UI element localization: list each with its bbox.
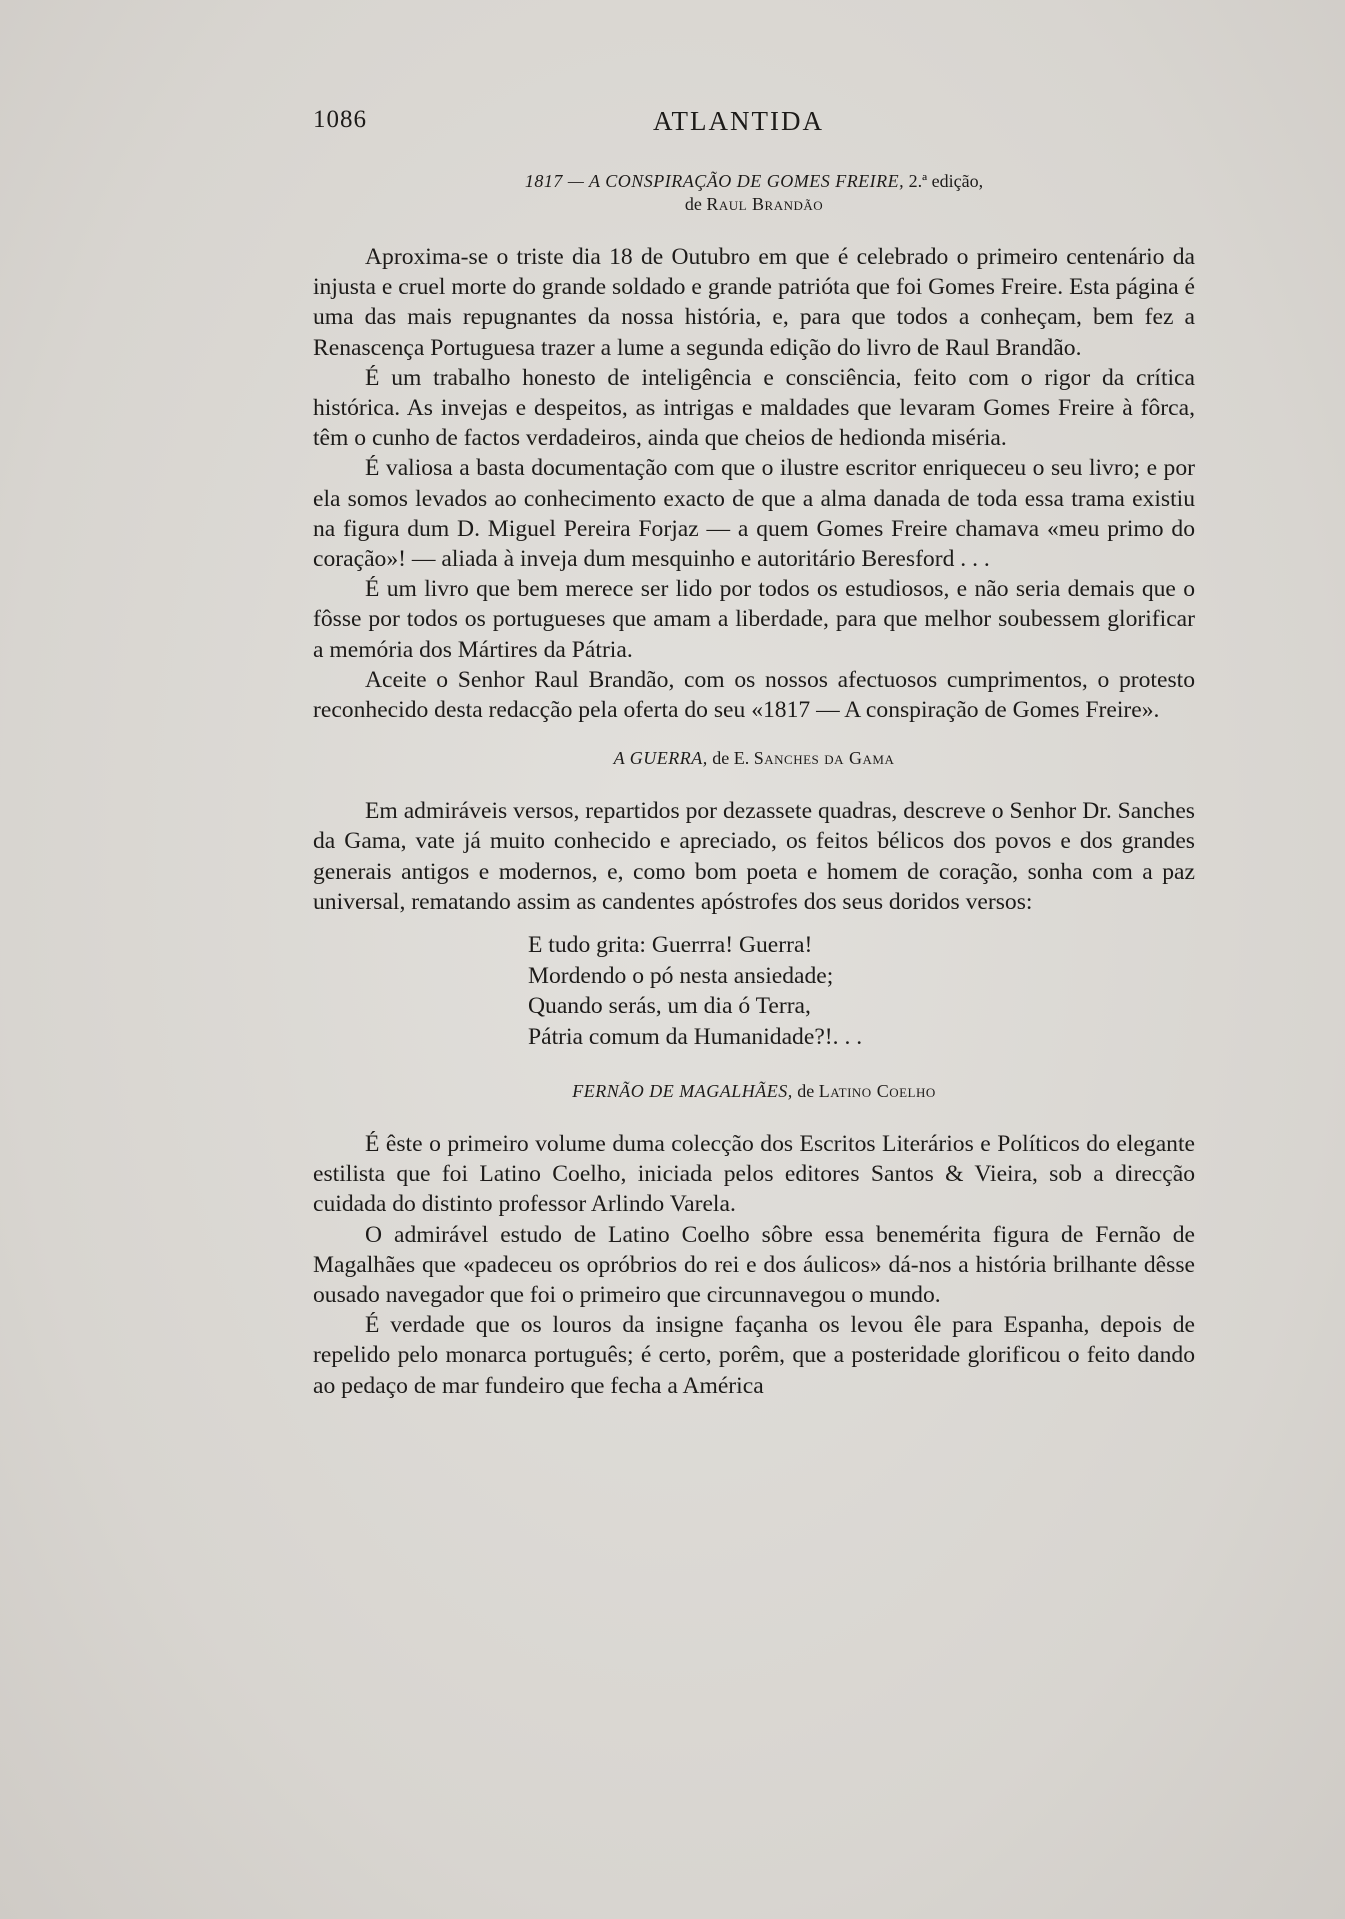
poem-line: E tudo grita: Guerrra! Guerra! <box>528 932 813 959</box>
paragraph: É um trabalho honesto de inteligência e consciência, feito com o rigor da crítica histórica. As invejas e despeitos, as intrigas e maldades que levaram Gomes Freire à fôrca, têm o cunho de factos verdadeiros, ainda que cheios de hedionda miséria. <box>313 364 1195 452</box>
review-fernao-magalhaes <box>313 1080 1195 1401</box>
book-title: FERNÃO DE MAGALHÃES, <box>572 1081 793 1102</box>
paragraph: É valiosa a basta documentação com que o ilustre escritor enriqueceu o seu livro; e por ela somos levados ao conhecimento exacto de que a alma danada de toda essa trama existiu na figura dum D. Miguel Pereira Forjaz — a quem Gomes Freire chamava «meu primo do coração»! — aliada à inveja dum mesquinho e autoritário Beresford . . . <box>313 455 1195 573</box>
review-conspiracao <box>313 170 1195 725</box>
book-title: 1817 — A CONSPIRAÇÃO DE GOMES FREIRE, <box>524 171 905 191</box>
running-title: ATLANTIDA <box>653 106 824 136</box>
page-content <box>313 170 1195 1401</box>
page-header <box>313 106 1190 140</box>
book-title: A GUERRA, <box>613 748 708 769</box>
paragraph: É um livro que bem merece ser lido por todos os estudiosos, e não seria demais que o fôsse por todos os portugueses que amam a liberdade, para que melhor soubessem glorificar a memória dos Mártires da Pátria. <box>313 576 1195 663</box>
review-heading <box>313 747 1195 770</box>
poem-quote <box>528 930 1195 1052</box>
poem-line: Quando serás, um dia ó Terra, <box>528 993 811 1020</box>
review-heading <box>313 170 1195 216</box>
paragraph: O admirável estudo de Latino Coelho sôbre essa benemérita figura de Fernão de Magalhães que «padeceu os opróbrios do rei e dos áulicos» dá-nos a história brilhante dêsse ousado navegador que foi o primeiro que circunnavegou o mundo. <box>313 1221 1195 1309</box>
author-prefix: de E. <box>707 748 754 769</box>
poem-line: Mordendo o pó nesta ansiedade; <box>528 962 834 989</box>
paragraph: Aceite o Senhor Raul Brandão, com os nossos afectuosos cumprimentos, o protesto reconhecido desta redacção pela oferta do seu «1817 — A conspiração de Gomes Freire». <box>313 666 1195 724</box>
poem-line: Pátria comum da Humanidade?!. . . <box>528 1023 863 1050</box>
author-prefix: de <box>684 194 707 214</box>
paragraph: Em admiráveis versos, repartidos por dezassete quadras, descreve o Senhor Dr. Sanches da Gama, vate já muito conhecido e apreciado, os feitos bélicos dos povos e dos grandes generais antigos e modernos, e, como bom poeta e homem de coração, sonha com a paz universal, rematando assim as candentes apóstrofes dos seus doridos versos: <box>313 798 1195 915</box>
review-heading <box>313 1080 1195 1103</box>
book-author: Sanches da Gama <box>753 748 895 769</box>
author-prefix: de <box>792 1081 819 1102</box>
book-author: Latino Coelho <box>818 1081 936 1102</box>
review-guerra <box>313 747 1195 1052</box>
paragraph: É êste o primeiro volume duma colecção dos Escritos Literários e Políticos do elegante estilista que foi Latino Coelho, iniciada pelos editores Santos & Vieira, sob a direcção cuidada do distinto professor Arlindo Varela. <box>313 1131 1195 1218</box>
paragraph: Aproxima-se o triste dia 18 de Outubro em que é celebrado o primeiro centenário da injusta e cruel morte do grande soldado e grande patrióta que foi Gomes Freire. Esta página é uma das mais repugnantes da nossa história, e, para que todos a conheçam, bem fez a Renascença Portuguesa trazer a lume a segunda edição do livro de Raul Brandão. <box>313 244 1195 361</box>
book-author: Raul Brandão <box>706 194 824 214</box>
page-number: 1086 <box>313 106 367 133</box>
paragraph: É verdade que os louros da insigne façanha os levou êle para Espanha, depois de repelido pelo monarca português; é certo, porêm, que a posteridade glorificou o feito dando ao pedaço de mar fundeiro que fecha a América <box>313 1312 1195 1399</box>
book-edition: 2.ª edição, <box>904 171 984 191</box>
